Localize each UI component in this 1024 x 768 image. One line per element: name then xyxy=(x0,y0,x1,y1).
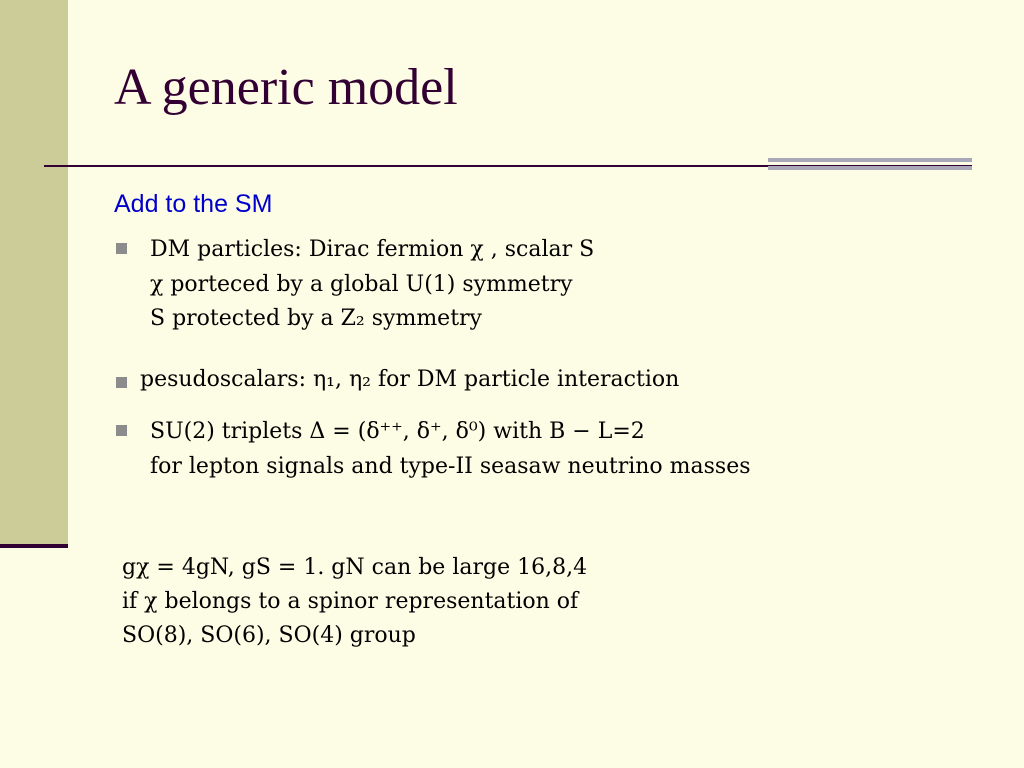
bullet-square-icon xyxy=(116,377,127,388)
bullet-square-icon xyxy=(116,425,127,436)
rule-accent xyxy=(768,158,972,178)
bullet-3-line-2: for lepton signals and type-II seasaw neutrino masses xyxy=(150,454,751,479)
bullet-square-icon xyxy=(116,243,127,254)
note-line-3: SO(8), SO(6), SO(4) group xyxy=(122,623,416,648)
bullet-2-line-1: pesudoscalars: η₁, η₂ for DM particle interaction xyxy=(140,367,680,392)
slide-subtitle: Add to the SM xyxy=(114,190,273,218)
bullet-1-line-1: DM particles: Dirac fermion χ , scalar S xyxy=(150,237,595,262)
bullet-3-line-1: SU(2) triplets Δ = (δ⁺⁺, δ⁺, δ⁰) with B − L=2 xyxy=(150,419,645,444)
left-decor-bar xyxy=(0,0,68,546)
left-decor-line xyxy=(0,544,68,548)
slide-title: A generic model xyxy=(114,59,458,116)
bullet-1-line-3: S protected by a Z₂ symmetry xyxy=(150,306,482,331)
note-line-2: if χ belongs to a spinor representation of xyxy=(122,589,579,614)
bullet-1-line-2: χ porteced by a global U(1) symmetry xyxy=(150,272,573,297)
note-line-1: gχ = 4gN, gS = 1. gN can be large 16,8,4 xyxy=(122,555,588,580)
